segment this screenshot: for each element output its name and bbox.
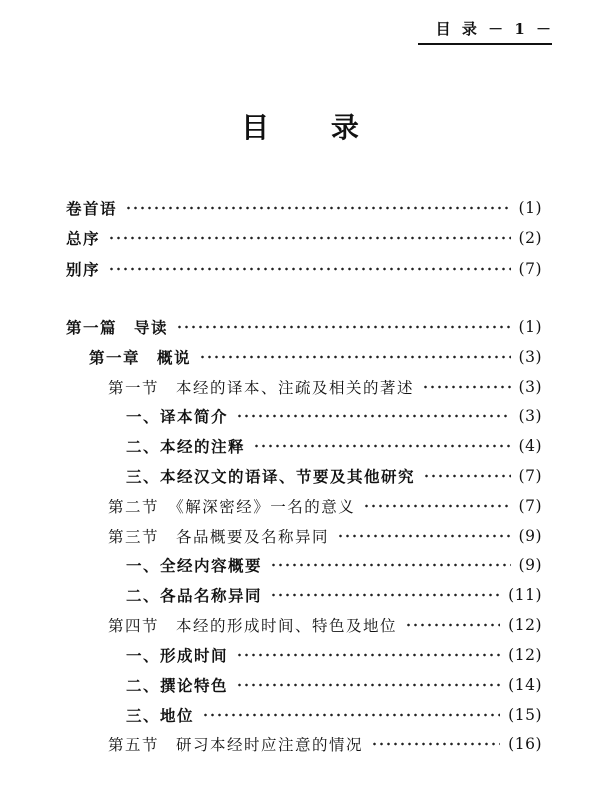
toc-entry-item-1-2[interactable] <box>126 434 542 458</box>
dot-leader <box>236 413 511 419</box>
dot-leader <box>422 384 511 390</box>
toc-entry-label: 第一篇 导读 <box>66 318 169 337</box>
dot-leader <box>202 712 500 718</box>
header-rule <box>418 43 552 45</box>
toc-entry-page: (7) <box>518 497 542 515</box>
toc-entry-item-4-3[interactable] <box>126 703 542 727</box>
toc-entry-label: 第四节 本经的形成时间、特色及地位 <box>108 617 398 635</box>
toc-entry-page: (9) <box>518 527 542 545</box>
toc-entry-label: 一、形成时间 <box>126 646 229 665</box>
running-header: 目 录 － 1 － <box>435 20 554 38</box>
dot-leader <box>253 443 511 449</box>
toc-entry-page: (2) <box>518 229 542 247</box>
toc-entry-page: (12) <box>508 616 542 634</box>
dot-leader <box>176 324 511 330</box>
toc-entry-page: (7) <box>518 467 542 485</box>
toc-entry-label: 第二节 《解深密经》一名的意义 <box>108 498 356 516</box>
toc-entry-page: (1) <box>518 318 542 336</box>
page-title: 目 录 <box>241 111 385 144</box>
toc-entry-item-4-1[interactable] <box>126 643 542 667</box>
dot-leader <box>405 622 500 628</box>
toc-entry-chapter-1[interactable] <box>89 345 542 369</box>
toc-entry-preface[interactable] <box>66 196 542 220</box>
dot-leader <box>236 682 500 688</box>
dot-leader <box>108 235 511 241</box>
dot-leader <box>236 652 500 658</box>
toc-entry-label: 第一节 本经的译本、注疏及相关的著述 <box>108 379 415 397</box>
dot-leader <box>337 533 511 539</box>
toc-entry-label: 第一章 概说 <box>89 348 192 367</box>
toc-entry-section-2[interactable] <box>108 494 542 518</box>
toc-entry-item-4-2[interactable] <box>126 673 542 697</box>
toc-entry-page: (1) <box>518 199 542 217</box>
toc-entry-label: 三、地位 <box>126 706 195 725</box>
toc-entry-page: (15) <box>508 706 542 724</box>
toc-entry-item-3-1[interactable] <box>126 553 542 577</box>
dot-leader <box>270 592 500 598</box>
toc-entry-page: (9) <box>518 556 542 574</box>
toc-entry-section-4[interactable] <box>108 613 542 637</box>
toc-entry-page: (16) <box>508 735 542 753</box>
toc-entry-general-preface[interactable] <box>66 226 542 250</box>
toc-entry-label: 一、全经内容概要 <box>126 556 263 575</box>
dot-leader <box>423 473 511 479</box>
toc-entry-section-1[interactable] <box>108 375 542 399</box>
toc-entry-page: (7) <box>518 260 542 278</box>
toc-entry-label: 二、本经的注释 <box>126 437 246 456</box>
dot-leader <box>125 205 511 211</box>
toc-entry-page: (14) <box>508 676 542 694</box>
toc-entry-page: (12) <box>508 646 542 664</box>
toc-entry-label: 二、各品名称异同 <box>126 586 263 605</box>
dot-leader <box>108 266 511 272</box>
toc-entry-section-5[interactable] <box>108 732 542 756</box>
toc-entry-label: 一、译本简介 <box>126 407 229 426</box>
toc-entry-item-1-1[interactable] <box>126 404 542 428</box>
toc-entry-item-3-2[interactable] <box>126 583 542 607</box>
toc-entry-page: (3) <box>518 378 542 396</box>
toc-entry-page: (3) <box>518 407 542 425</box>
toc-entry-page: (3) <box>518 348 542 366</box>
toc-entry-label: 二、撰论特色 <box>126 676 229 695</box>
toc-entry-label: 第五节 研习本经时应注意的情况 <box>108 736 364 754</box>
dot-leader <box>371 741 500 747</box>
toc-entry-label: 别序 <box>66 260 101 279</box>
dot-leader <box>363 503 510 509</box>
dot-leader <box>270 562 511 568</box>
toc-entry-item-1-3[interactable] <box>126 464 542 488</box>
toc-entry-part-1[interactable] <box>66 315 542 339</box>
toc-entry-other-preface[interactable] <box>66 257 542 281</box>
toc-entry-section-3[interactable] <box>108 524 542 548</box>
dot-leader <box>199 354 511 360</box>
toc-entry-page: (4) <box>518 437 542 455</box>
toc-entry-label: 第三节 各品概要及名称异同 <box>108 528 330 546</box>
toc-entry-label: 总序 <box>66 229 101 248</box>
toc-entry-page: (11) <box>508 586 542 604</box>
toc-entry-label: 三、本经汉文的语译、节要及其他研究 <box>126 467 416 486</box>
toc-entry-label: 卷首语 <box>66 199 118 218</box>
